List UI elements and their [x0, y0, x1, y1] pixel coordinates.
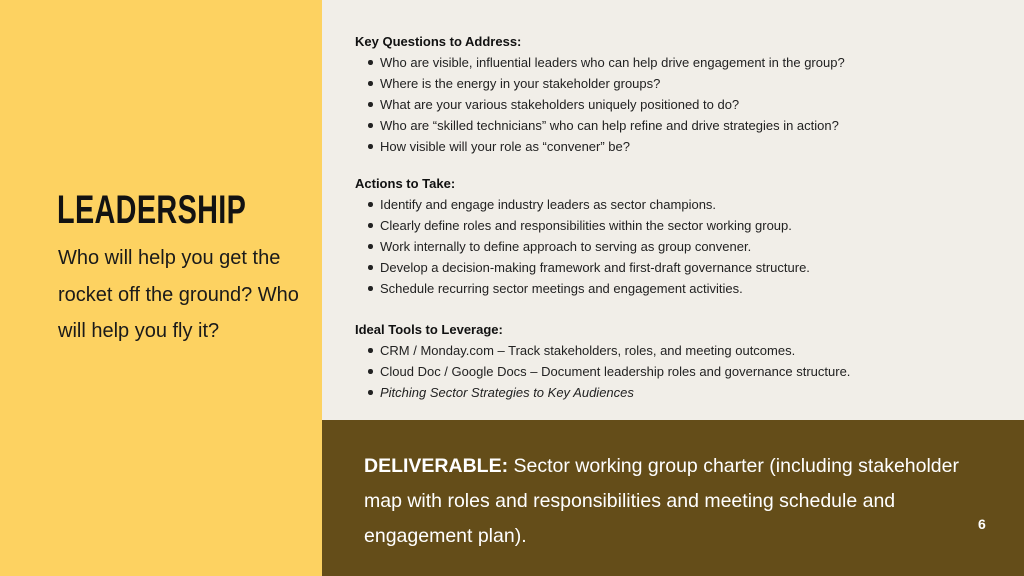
tools-list	[355, 340, 995, 403]
section-heading: Actions to Take:	[355, 176, 456, 191]
list-item: Pitching Sector Strategies to Key Audiences	[355, 382, 995, 403]
deliverable-text	[364, 449, 964, 554]
key-questions-list	[355, 52, 995, 157]
list-item: Clearly define roles and responsibilities within the sector working group.	[355, 215, 995, 236]
list-item: Identify and engage industry leaders as sector champions.	[355, 194, 995, 215]
list-item: Schedule recurring sector meetings and engagement activities.	[355, 278, 995, 299]
deliverable-label: DELIVERABLE:	[364, 455, 509, 477]
list-item: Who are visible, influential leaders who can help drive engagement in the group?	[355, 52, 995, 73]
deliverable-description: Sector working group charter (including stakeholder map with roles and responsibilities and meeting schedule and engagement plan).	[364, 455, 959, 547]
section-subtitle: Who will help you get the rocket off the ground? Who will help you fly it?	[58, 247, 299, 342]
page-number: 6	[978, 516, 986, 532]
list-item: Who are “skilled technicians” who can help refine and drive strategies in action?	[355, 115, 995, 136]
list-item: Where is the energy in your stakeholder groups?	[355, 73, 995, 94]
list-item: How visible will your role as “convener” be?	[355, 136, 995, 157]
tools-section	[355, 320, 995, 403]
list-item: Develop a decision-making framework and first-draft governance structure.	[355, 257, 995, 278]
list-item: Work internally to define approach to serving as group convener.	[355, 236, 995, 257]
actions-list	[355, 194, 995, 299]
list-item: What are your various stakeholders uniquely positioned to do?	[355, 94, 995, 115]
list-item: Cloud Doc / Google Docs – Document leadership roles and governance structure.	[355, 361, 995, 382]
section-heading: Ideal Tools to Leverage:	[355, 322, 503, 337]
section-title: LEADERSHIP	[57, 188, 247, 232]
key-questions-section	[355, 32, 995, 157]
list-item: CRM / Monday.com – Track stakeholders, roles, and meeting outcomes.	[355, 340, 995, 361]
actions-section	[355, 174, 995, 299]
section-heading: Key Questions to Address:	[355, 34, 522, 49]
